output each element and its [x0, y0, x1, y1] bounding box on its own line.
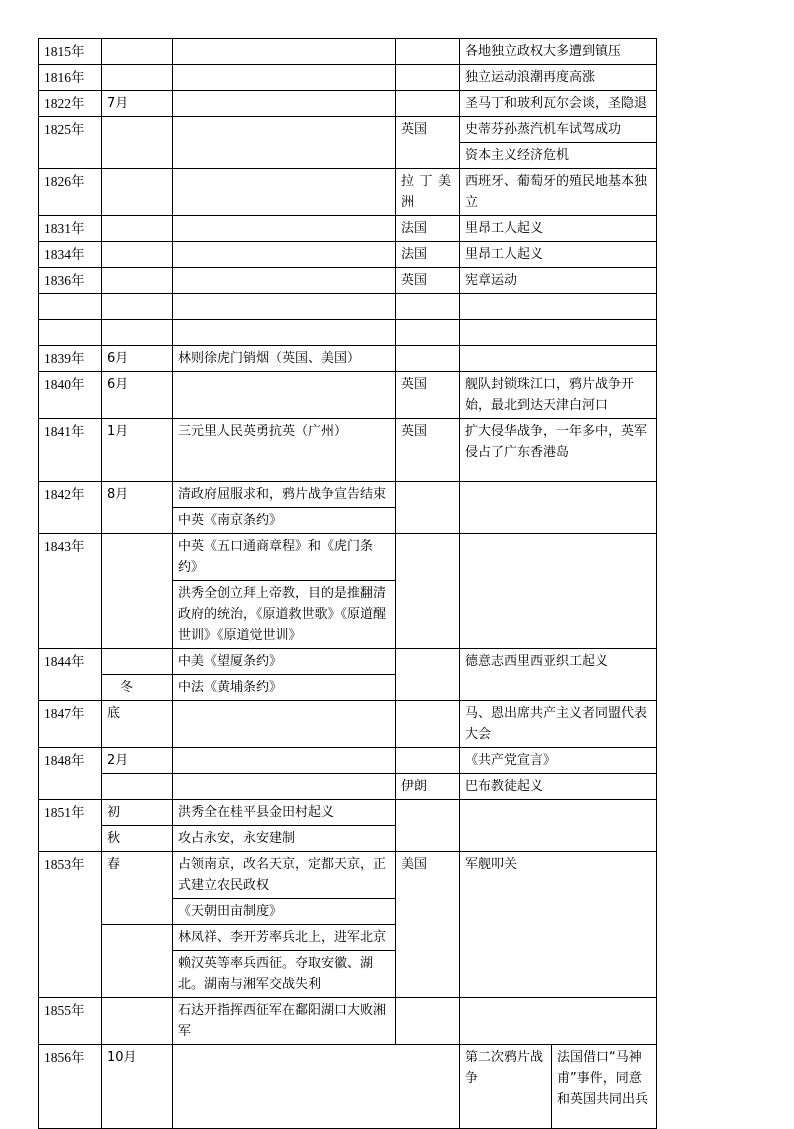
month-cell: 7月: [102, 91, 173, 117]
china-event-cell: 中英《南京条约》: [173, 508, 396, 534]
table-row: [39, 91, 657, 117]
year-cell: 1855年: [39, 998, 102, 1045]
month-cell: [102, 998, 173, 1045]
china-event-cell: 洪秀全创立拜上帝教，目的是推翻清政府的统治，《原道救世歌》《原道醒世训》《原道觉世训》: [173, 581, 396, 649]
year-cell: 1842年: [39, 482, 102, 534]
china-event-cell: [173, 65, 396, 91]
table-row: [39, 852, 657, 899]
month-cell: 1月: [102, 419, 173, 482]
world-event-cell: [460, 534, 657, 649]
world-event-cell: 巴布教徒起义: [460, 774, 657, 800]
table-row: [39, 268, 657, 294]
year-cell: 1839年: [39, 346, 102, 372]
world-event-cell: [460, 346, 657, 372]
month-cell: [102, 65, 173, 91]
world-event-cell: 扩大侵华战争，一年多中，英军侵占了广东香港岛: [460, 419, 657, 482]
world-event-cell: 军舰叩关: [460, 852, 657, 998]
year-cell: 1815年: [39, 39, 102, 65]
china-event-cell: [173, 169, 396, 216]
china-event-cell: 中法《黄埔条约》: [173, 675, 396, 701]
year-cell: 1847年: [39, 701, 102, 748]
world-event-cell: 德意志西里西亚织工起义: [460, 649, 657, 701]
month-cell: [102, 117, 173, 169]
region-cell: [396, 649, 460, 701]
china-event-cell: [173, 701, 396, 748]
event-name-cell: 第二次鸦片战争: [460, 1045, 552, 1129]
region-cell: [396, 39, 460, 65]
table-row: [39, 534, 657, 581]
month-cell: [102, 242, 173, 268]
region-cell: [396, 800, 460, 852]
china-event-cell: [173, 117, 396, 169]
month-cell: 初: [102, 800, 173, 826]
china-event-cell: 清政府屈服求和，鸦片战争宣告结束: [173, 482, 396, 508]
region-cell: 英国: [396, 117, 460, 169]
region-cell: [396, 701, 460, 748]
year-cell: 1853年: [39, 852, 102, 998]
table-row: [39, 1045, 657, 1129]
region-cell: [396, 748, 460, 774]
month-cell: 2月: [102, 748, 173, 774]
table-row: [39, 482, 657, 508]
world-event-cell: 独立运动浪潮再度高涨: [460, 65, 657, 91]
china-event-cell: [173, 372, 396, 419]
china-event-cell: [173, 1045, 460, 1129]
table-row: [39, 346, 657, 372]
world-event-cell: 马、恩出席共产主义者同盟代表大会: [460, 701, 657, 748]
year-cell: 1834年: [39, 242, 102, 268]
table-row: [39, 998, 657, 1045]
year-cell: 1843年: [39, 534, 102, 649]
month-cell: 6月: [102, 372, 173, 419]
region-cell: 英国: [396, 268, 460, 294]
month-cell: [102, 268, 173, 294]
month-cell: [102, 169, 173, 216]
month-cell: 底: [102, 701, 173, 748]
china-event-cell: 赖汉英等率兵西征。夺取安徽、湖北。湖南与湘军交战失利: [173, 951, 396, 998]
world-event-cell: 各地独立政权大多遭到镇压: [460, 39, 657, 65]
region-cell: 拉丁美洲: [396, 169, 460, 216]
china-event-cell: [173, 39, 396, 65]
world-event-cell: 宪章运动: [460, 268, 657, 294]
table-row: [39, 649, 657, 675]
month-cell: 春: [102, 852, 173, 925]
month-cell: [102, 216, 173, 242]
region-cell: 伊朗: [396, 774, 460, 800]
china-event-cell: 林凤祥、李开芳率兵北上，进军北京: [173, 925, 396, 951]
world-event-cell: 史蒂芬孙蒸汽机车试驾成功: [460, 117, 657, 143]
table-row: [39, 169, 657, 216]
empty-row: [39, 294, 657, 320]
china-event-cell: 占领南京，改名天京，定都天京，正式建立农民政权: [173, 852, 396, 899]
year-cell: 1836年: [39, 268, 102, 294]
month-cell: 冬: [102, 675, 173, 701]
table-row: [39, 748, 657, 774]
month-cell: [102, 649, 173, 675]
china-event-cell: 中美《望厦条约》: [173, 649, 396, 675]
region-cell: 法国: [396, 242, 460, 268]
region-cell: [396, 91, 460, 117]
month-cell: 秋: [102, 826, 173, 852]
region-cell: 美国: [396, 852, 460, 998]
table-row: [39, 117, 657, 143]
world-event-cell: [460, 482, 657, 534]
china-event-cell: 《天朝田亩制度》: [173, 899, 396, 925]
world-event-cell: [460, 800, 657, 852]
world-event-cell: 《共产党宣言》: [460, 748, 657, 774]
china-event-cell: 中英《五口通商章程》和《虎门条约》: [173, 534, 396, 581]
region-cell: [396, 346, 460, 372]
region-cell: [396, 534, 460, 649]
world-event-cell: 资本主义经济危机: [460, 143, 657, 169]
month-cell: [102, 39, 173, 65]
month-cell: [102, 774, 173, 800]
table-row: [39, 419, 657, 482]
china-event-cell: 三元里人民英勇抗英（广州）: [173, 419, 396, 482]
year-cell: 1831年: [39, 216, 102, 242]
year-cell: 1822年: [39, 91, 102, 117]
month-cell: 8月: [102, 482, 173, 534]
table-row: [39, 242, 657, 268]
world-event-cell: [460, 998, 657, 1045]
world-event-cell: 里昂工人起义: [460, 242, 657, 268]
year-cell: 1825年: [39, 117, 102, 169]
year-cell: 1816年: [39, 65, 102, 91]
month-cell: 10月: [102, 1045, 173, 1129]
table-row: [39, 216, 657, 242]
china-event-cell: [173, 242, 396, 268]
world-event-cell: 法国借口“马神甫”事件，同意和英国共同出兵: [552, 1045, 657, 1129]
region-cell: [396, 998, 460, 1045]
china-event-cell: [173, 748, 396, 774]
year-cell: 1856年: [39, 1045, 102, 1129]
world-event-cell: 里昂工人起义: [460, 216, 657, 242]
china-event-cell: [173, 774, 396, 800]
table-row: [39, 39, 657, 65]
table-row: [39, 774, 657, 800]
year-cell: 1844年: [39, 649, 102, 701]
world-event-cell: 圣马丁和玻利瓦尔会谈，圣隐退: [460, 91, 657, 117]
world-event-cell: 舰队封锁珠江口，鸦片战争开始，最北到达天津白河口: [460, 372, 657, 419]
table-row: [39, 372, 657, 419]
month-cell: 6月: [102, 346, 173, 372]
world-event-cell: 西班牙、葡萄牙的殖民地基本独立: [460, 169, 657, 216]
month-cell: [102, 925, 173, 998]
region-cell: [396, 65, 460, 91]
china-event-cell: 攻占永安，永安建制: [173, 826, 396, 852]
table-row: [39, 65, 657, 91]
year-cell: 1848年: [39, 748, 102, 800]
empty-row: [39, 320, 657, 346]
month-cell: [102, 534, 173, 649]
table-row: [39, 701, 657, 748]
china-event-cell: 林则徐虎门销烟（英国、美国）: [173, 346, 396, 372]
region-cell: 英国: [396, 419, 460, 482]
china-event-cell: 石达开指挥西征军在鄱阳湖口大败湘军: [173, 998, 396, 1045]
history-chronology-table: [38, 38, 657, 1129]
region-cell: [396, 482, 460, 534]
china-event-cell: [173, 216, 396, 242]
region-cell: 英国: [396, 372, 460, 419]
year-cell: 1840年: [39, 372, 102, 419]
year-cell: 1851年: [39, 800, 102, 852]
table-row: [39, 800, 657, 826]
year-cell: 1826年: [39, 169, 102, 216]
region-cell: 法国: [396, 216, 460, 242]
china-event-cell: [173, 91, 396, 117]
year-cell: 1841年: [39, 419, 102, 482]
china-event-cell: [173, 268, 396, 294]
china-event-cell: 洪秀全在桂平县金田村起义: [173, 800, 396, 826]
